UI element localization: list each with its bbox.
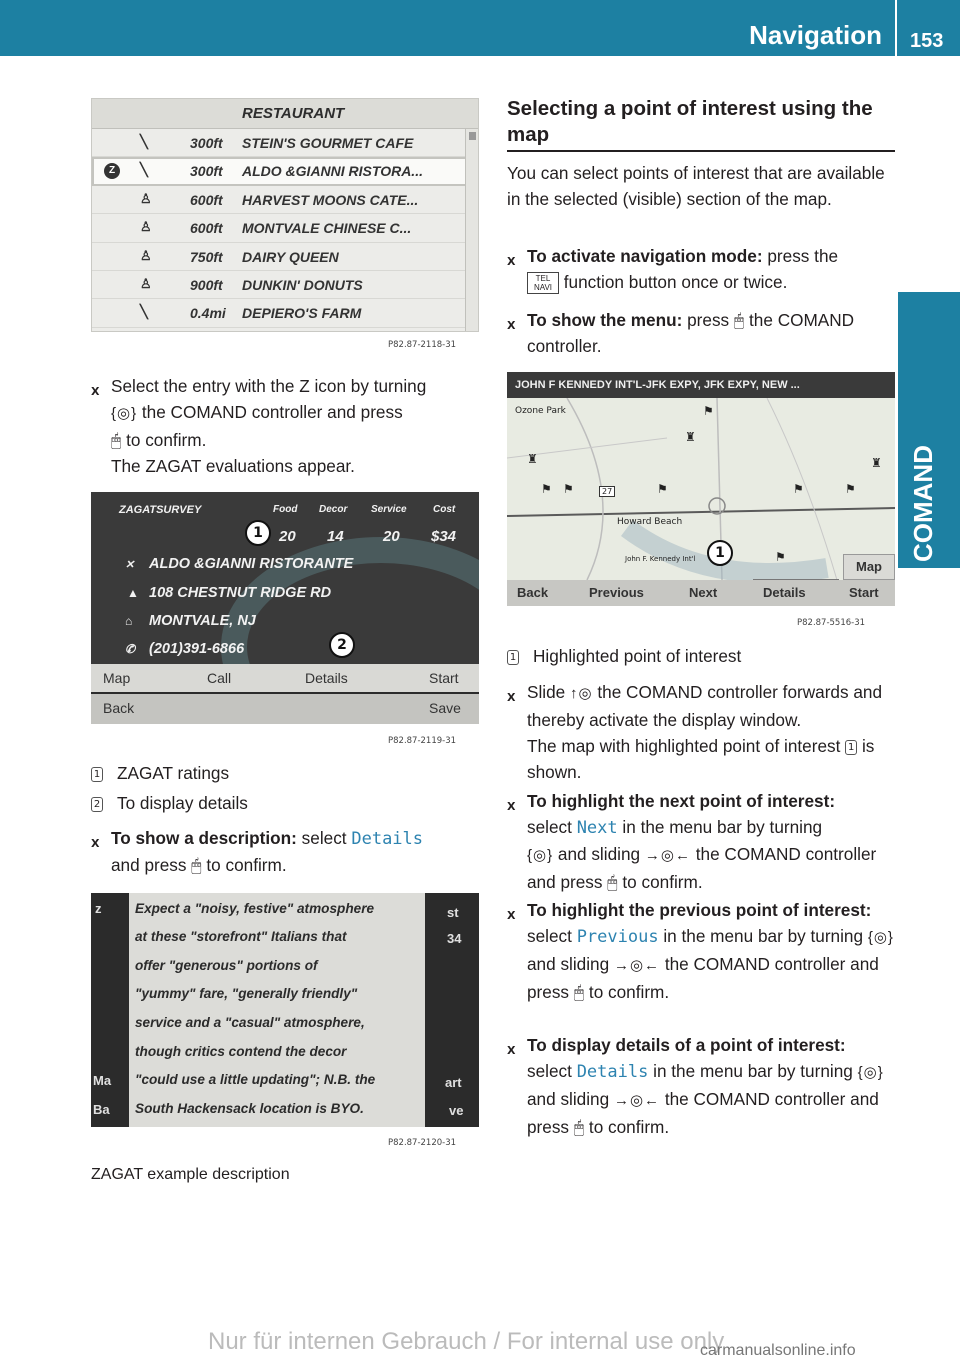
edge-text: Ba: [93, 1102, 110, 1117]
poi-category-label: RESTAURANT: [242, 105, 345, 122]
step-marker: X: [91, 837, 100, 850]
turn-controller-icon: {◎}: [857, 1064, 884, 1081]
poi-pin-icon: ♜: [685, 430, 696, 444]
instruction-text: the COMAND controller and press: [527, 1089, 879, 1137]
legend-number: 2: [91, 797, 103, 812]
instruction-text: and sliding: [557, 844, 641, 864]
poi-distance: 0.4mi: [190, 305, 226, 322]
poi-row: [92, 214, 478, 242]
turn-controller-icon: {◎}: [867, 929, 894, 946]
page-number: 153: [910, 30, 944, 52]
edge-text: art: [445, 1075, 462, 1090]
heading-rule: [507, 150, 895, 152]
zagat-menu-bar: [91, 664, 479, 692]
legend-text: Highlighted point of interest: [533, 646, 742, 666]
press-controller-icon: 🖱: [573, 982, 585, 1002]
callout-marker: 1: [245, 520, 271, 546]
turn-controller-icon: {◎}: [527, 847, 554, 864]
poi-name: STEIN'S GOURMET CAFE: [242, 135, 414, 151]
figure-caption: ZAGAT example description: [91, 1166, 290, 1183]
instruction-text: press: [687, 310, 730, 330]
poi-distance: 750ft: [190, 248, 223, 265]
poi-pin-icon: ⚑: [703, 404, 714, 418]
press-controller-icon: 🖱: [573, 1117, 585, 1137]
instruction-text: and sliding: [527, 1089, 610, 1109]
restaurant-phone: (201)391-6866: [149, 641, 245, 657]
instruction-text: to confirm.: [588, 982, 670, 1002]
menu-item-ref: Details: [351, 829, 424, 849]
knife-icon: ╲: [140, 162, 148, 178]
legend-text: To display details: [117, 793, 248, 813]
poi-name: HARVEST MOONS CATE...: [242, 191, 419, 208]
instruction-text: and sliding: [527, 954, 610, 974]
map-title-bar: JOHN F KENNEDY INT'L-JFK EXPY, JFK EXPY, NEW ...: [507, 372, 895, 398]
poi-pin-icon: ⚑: [793, 482, 804, 496]
menu-previous: Previous: [589, 585, 644, 600]
footer-notice: Nur für internen Gebrauch / For internal use only: [208, 1328, 725, 1355]
poi-pin-icon: ⚑: [541, 482, 552, 496]
menu-start: Start: [849, 585, 879, 600]
restaurant-address: 108 CHESTNUT RIDGE RD: [149, 585, 332, 601]
scroll-thumb: [469, 132, 476, 140]
step-marker: X: [507, 909, 516, 922]
press-controller-icon: 🖱: [607, 872, 618, 892]
description-panel: [129, 893, 425, 1127]
result-text: is shown.: [527, 736, 875, 782]
menu-back: Back: [517, 585, 549, 600]
menu-map: Map: [103, 670, 131, 686]
map-screenshot: [507, 372, 895, 606]
edge-text: ve: [449, 1103, 464, 1118]
poi-row-selected: [92, 157, 478, 185]
knife-icon: ╲: [140, 304, 148, 320]
instruction-text: to confirm.: [588, 1117, 670, 1137]
instruction-text: select: [527, 817, 572, 837]
legend-number: 1: [845, 740, 857, 755]
route-shield: 27: [599, 486, 615, 497]
edge-text: z: [95, 901, 102, 916]
watermark: carmanualsonline.info: [700, 1342, 856, 1359]
rating-header: Food: [273, 504, 298, 515]
figure-code: P82.87-2118-31: [388, 340, 457, 350]
legend-number: 1: [507, 650, 519, 665]
instruction-slide-controller: [507, 679, 899, 785]
instruction-display-details: [507, 1032, 899, 1140]
menu-start: Start: [429, 670, 459, 686]
zagat-icon: Z: [104, 163, 120, 179]
poi-name: DEPIERO'S FARM: [242, 305, 362, 322]
result-text: The map with highlighted point of interest: [527, 736, 841, 756]
slide-controller-icon: →◎←: [644, 847, 691, 864]
instruction-activate-navigation: [507, 243, 899, 295]
press-controller-icon: 🖱: [733, 310, 745, 330]
instruction-bold: To display details of a point of interest:: [527, 1035, 846, 1055]
rating-value: 20: [383, 528, 400, 545]
turn-controller-icon: {◎}: [111, 405, 138, 422]
section-heading: Selecting a point of interest using the map: [507, 97, 873, 146]
instruction-text: the COMAND controller and press: [527, 954, 879, 1002]
instruction-text: in the menu bar by turning: [622, 817, 823, 837]
instruction-previous-poi: [507, 897, 899, 1005]
restaurant-icon: ✕: [125, 559, 135, 571]
restaurant-name: ALDO &GIANNI RISTORANTE: [149, 556, 354, 572]
poi-name: MONTVALE CHINESE C...: [242, 220, 412, 237]
instruction-text: function button once or twice.: [563, 272, 788, 292]
callout-marker: 1: [707, 540, 733, 566]
instruction-show-description: [91, 825, 481, 878]
phone-icon: ✆: [125, 642, 136, 656]
description-line: "could use a little updating"; N.B. the: [135, 1072, 376, 1087]
rating-header: Cost: [433, 504, 456, 515]
zagat-bottom-bar: [91, 694, 479, 724]
instruction-text: the COMAND controller.: [527, 310, 855, 356]
instruction-text: press the: [767, 246, 839, 266]
bottle-icon: ♙: [140, 247, 152, 263]
instruction-text: in the menu bar by turning: [653, 1061, 853, 1081]
edge-text: st: [447, 905, 459, 920]
map-label: Howard Beach: [617, 517, 683, 527]
menu-call: Call: [207, 670, 232, 686]
rating-value: 20: [279, 528, 296, 545]
instruction-text: and press: [111, 855, 187, 875]
poi-row: [92, 271, 478, 299]
poi-pin-icon: ⚑: [657, 482, 668, 496]
header-bar: [0, 0, 960, 56]
menu-item-ref: Previous: [576, 927, 659, 947]
poi-pin-icon: ⚑: [563, 482, 574, 496]
figure-code: P82.87-2120-31: [388, 1138, 457, 1148]
step-marker: X: [91, 385, 100, 398]
poi-distance: 900ft: [190, 276, 223, 293]
poi-row: [92, 186, 478, 214]
poi-pin-icon: ♜: [871, 456, 882, 470]
description-line: offer "generous" portions of: [135, 958, 318, 973]
menu-save: Save: [429, 700, 461, 716]
bottle-icon: ♙: [140, 275, 152, 291]
zagat-screenshot: [91, 492, 479, 724]
map-menu-bar: [507, 580, 895, 606]
figure-code: P82.87-2119-31: [388, 736, 457, 746]
poi-pin-icon: ♜: [527, 452, 538, 466]
menu-item-ref: Next: [576, 818, 618, 838]
instruction-select-zagat: [91, 373, 481, 479]
description-line: Expect a "noisy, festive" atmosphere: [135, 901, 375, 916]
rating-value: 14: [327, 528, 344, 545]
instruction-text: the COMAND controller and press: [141, 402, 403, 422]
poi-list-header: [92, 99, 478, 129]
legend-item: [507, 643, 741, 669]
instruction-bold: To show a description:: [111, 828, 297, 848]
press-controller-icon: 🖱: [191, 855, 202, 875]
map-button: Map: [843, 554, 895, 580]
description-line: at these "storefront" Italians that: [135, 929, 347, 944]
rating-header: Decor: [319, 504, 348, 515]
result-text: The ZAGAT evaluations appear.: [111, 456, 355, 476]
press-controller-icon: 🖱: [111, 430, 122, 450]
menu-back: Back: [103, 700, 135, 716]
poi-row: [92, 299, 478, 327]
bottle-icon: ♙: [140, 219, 152, 235]
rating-value: $34: [431, 528, 457, 545]
map-label: Ozone Park: [515, 406, 566, 416]
scrollbar: [465, 129, 479, 332]
city-icon: ⌂: [125, 614, 133, 628]
map-label: John F. Kennedy Int'l: [625, 555, 696, 563]
menu-item-ref: Details: [576, 1062, 649, 1082]
poi-name: DUNKIN' DONUTS: [242, 276, 363, 293]
instruction-text: Select the entry with the Z icon by turning: [111, 376, 427, 396]
description-line: "yummy" fare, "generally friendly": [135, 986, 358, 1001]
instruction-text: to confirm.: [206, 855, 287, 875]
instruction-text: select: [527, 926, 572, 946]
legend-text: ZAGAT ratings: [117, 763, 230, 783]
instruction-text: the COMAND controller and press: [527, 844, 877, 892]
instruction-bold: To show the menu:: [527, 310, 683, 330]
step-marker: X: [507, 319, 516, 332]
instruction-text: to confirm.: [126, 430, 207, 450]
intro-paragraph: You can select points of interest that are available in the selected (visible) section of the map.: [507, 163, 885, 209]
poi-name: DAIRY QUEEN: [242, 248, 339, 265]
instruction-show-menu: [507, 307, 899, 359]
knife-icon: ╲: [140, 134, 148, 149]
zagat-panel: [91, 492, 479, 664]
poi-distance: 600ft: [190, 220, 223, 237]
poi-list-screenshot: [91, 98, 479, 332]
header-divider: [895, 0, 897, 56]
restaurant-city: MONTVALE, NJ: [149, 613, 256, 629]
step-marker: X: [507, 691, 516, 704]
highlighted-poi-icon: ⚑: [775, 550, 786, 564]
slide-controller-icon: ↑◎: [570, 685, 593, 702]
instruction-text: the COMAND controller forwards and thereby activate the display window.: [527, 682, 883, 730]
menu-details: Details: [305, 670, 348, 686]
poi-row: [92, 129, 478, 157]
step-marker: X: [507, 1044, 516, 1057]
instruction-bold: To highlight the next point of interest:: [527, 791, 836, 811]
navi-key-icon: TEL NAVI: [527, 272, 559, 294]
legend-item: [91, 790, 248, 816]
figure-code: P82.87-5516-31: [797, 618, 866, 628]
legend-item: [91, 760, 229, 786]
side-tab: [898, 292, 960, 568]
description-line: South Hackensack location is BYO.: [135, 1101, 364, 1116]
instruction-text: select: [301, 828, 347, 848]
poi-name: ALDO &GIANNI RISTORA...: [242, 163, 423, 180]
edge-text: 34: [447, 931, 462, 946]
menu-details: Details: [763, 585, 806, 600]
rating-header: Service: [371, 504, 407, 515]
callout-marker: 2: [329, 632, 355, 658]
slide-controller-icon: →◎←: [613, 1092, 661, 1109]
instruction-text: in the menu bar by turning: [663, 926, 864, 946]
instruction-text: to confirm.: [622, 872, 703, 892]
slide-controller-icon: →◎←: [613, 957, 661, 974]
side-tab-label: COMAND: [908, 445, 938, 562]
bottle-icon: ♙: [140, 190, 152, 206]
description-line: service and a "casual" atmosphere,: [135, 1015, 365, 1030]
description-screenshot: [91, 893, 479, 1127]
poi-row: [92, 243, 478, 271]
zagat-logo: ZAGATSURVEY: [119, 504, 202, 516]
menu-next: Next: [689, 585, 718, 600]
instruction-bold: To activate navigation mode:: [527, 246, 763, 266]
poi-distance: 300ft: [190, 163, 223, 180]
address-icon: ▲: [127, 586, 139, 600]
description-line: though critics contend the decor: [135, 1044, 347, 1059]
instruction-next-poi: [507, 788, 899, 895]
poi-pin-icon: ⚑: [845, 482, 856, 496]
instruction-bold: To highlight the previous point of interest:: [527, 900, 872, 920]
instruction-text: Slide: [527, 682, 566, 702]
edge-text: Ma: [93, 1073, 112, 1088]
instruction-text: select: [527, 1061, 572, 1081]
step-marker: X: [507, 800, 516, 813]
section-title: Navigation: [749, 20, 882, 50]
legend-number: 1: [91, 767, 103, 782]
step-marker: X: [507, 255, 516, 268]
poi-distance: 300ft: [190, 135, 223, 151]
poi-distance: 600ft: [190, 191, 223, 208]
